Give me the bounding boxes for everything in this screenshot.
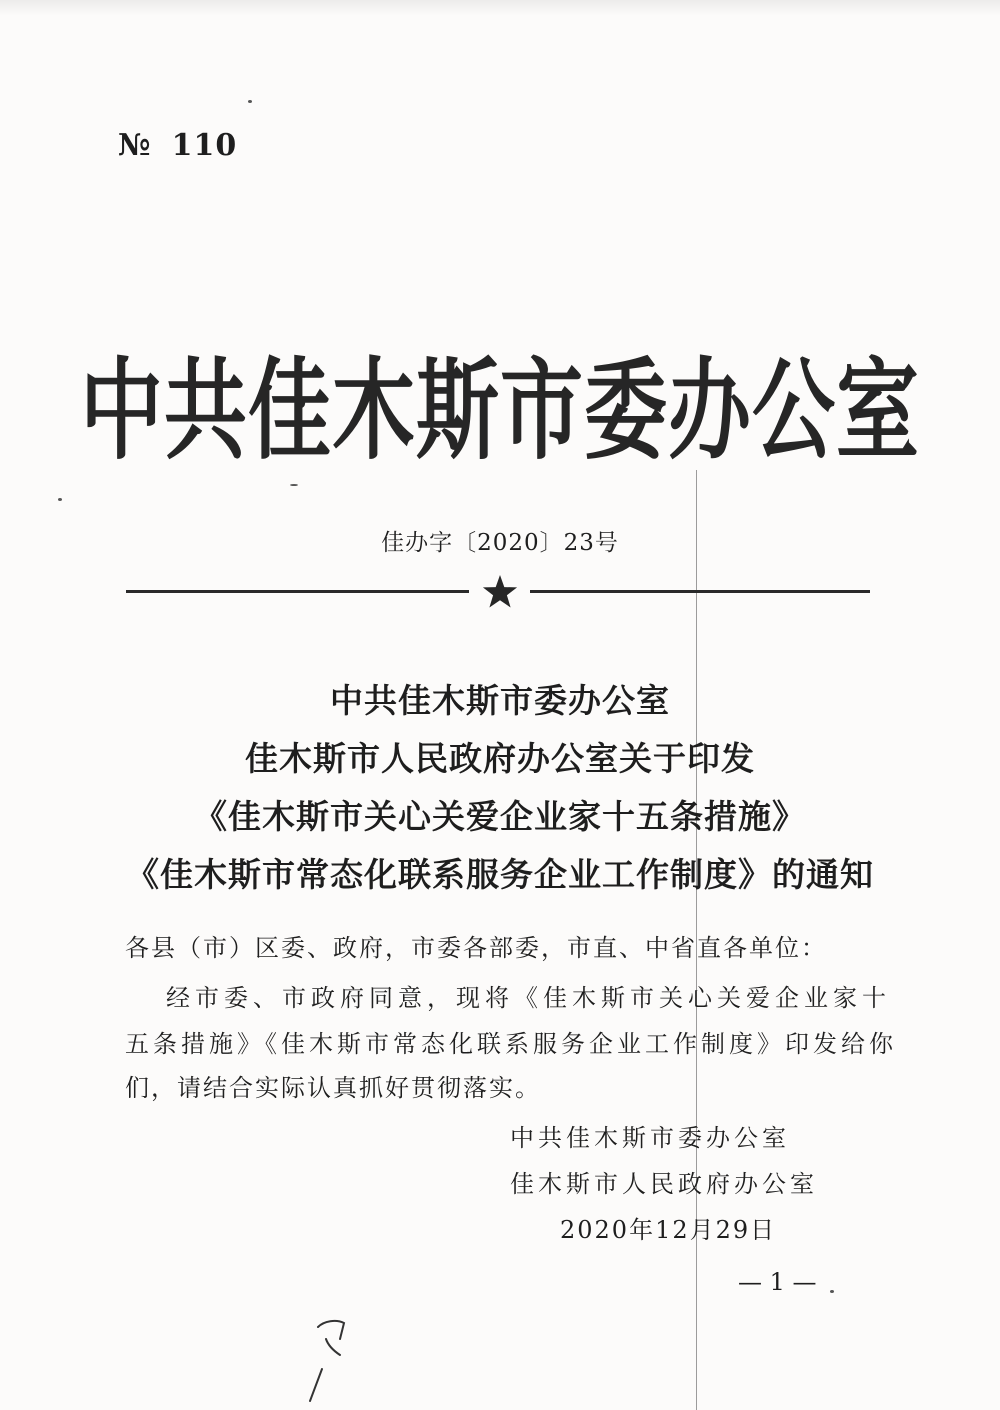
paragraph-line: 五条措施》《佳木斯市常态化联系服务企业工作制度》印发给你 [125, 1030, 897, 1058]
salutation: 各县（市）区委、政府，市委各部委，市直、中省直各单位： [125, 934, 827, 962]
paragraph-line: 经市委、市政府同意，现将《佳木斯市关心关爱企业家十 [166, 984, 891, 1012]
handwritten-mark [300, 1305, 360, 1405]
scan-speck [290, 484, 298, 486]
star-icon [481, 573, 519, 611]
serial-number [118, 128, 237, 163]
scan-speck [58, 498, 62, 501]
red-rule-left [126, 590, 469, 593]
scan-speck [830, 1290, 834, 1293]
page-number: — 1 — [738, 1268, 817, 1296]
issue-date: 2020年12月29日 [560, 1216, 777, 1244]
issuer-signature-2: 佳木斯市人民政府办公室 [510, 1170, 818, 1198]
document-title [0, 672, 1000, 904]
issuer-signature-1: 中共佳木斯市委办公室 [510, 1124, 790, 1152]
document-number: 佳办字〔2020〕23号 [381, 530, 619, 556]
title-line: 中共佳木斯市委办公室 [330, 681, 670, 720]
red-rule-right [530, 590, 870, 593]
title-line: 《佳木斯市常态化联系服务企业工作制度》的通知 [126, 855, 874, 894]
serial-prefix: № [118, 128, 152, 163]
title-line: 《佳木斯市关心关爱企业家十五条措施》 [194, 797, 806, 836]
scan-speck [248, 100, 252, 103]
scan-edge-shadow [0, 0, 1000, 16]
masthead-title: 中共佳木斯市委办公室 [80, 347, 920, 476]
paragraph-line: 们，请结合实际认真抓好贯彻落实。 [125, 1074, 541, 1102]
serial-value: 110 [171, 128, 238, 163]
title-line: 佳木斯市人民政府办公室关于印发 [245, 739, 755, 778]
